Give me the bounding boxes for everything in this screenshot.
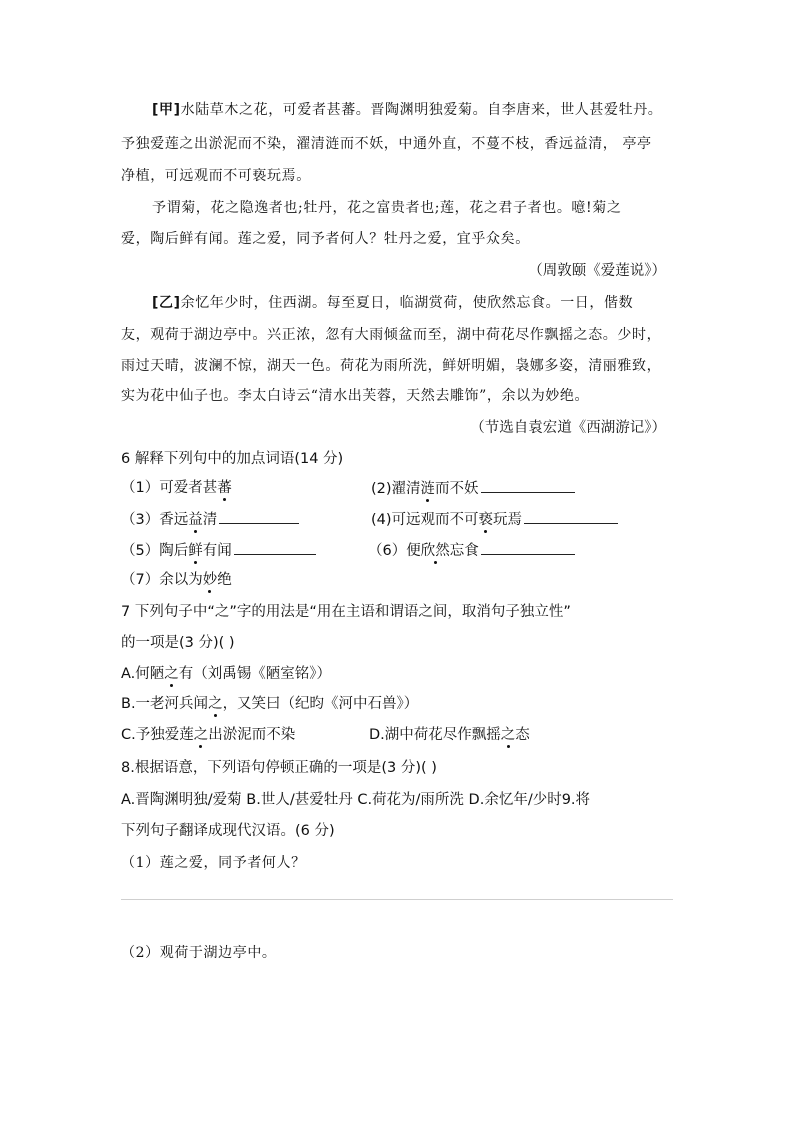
passage-a-tag: [甲] xyxy=(152,102,181,118)
q6-item-5-text: 陶后 xyxy=(159,543,189,559)
q8-options: A.晋陶渊明独/爱菊 B.世人/甚爱牡丹 C.荷花为/雨所洗 D.余忆年/少时9.将 xyxy=(121,792,591,808)
q6-item-4-text-after: 玩焉 xyxy=(493,512,523,528)
q7-option-b[interactable] xyxy=(121,694,418,714)
q6-item-3-answer-blank[interactable] xyxy=(219,509,299,524)
q6-item-6-answer-blank[interactable] xyxy=(481,540,575,555)
q6-item-5-text-after: 有闻 xyxy=(202,543,232,559)
q6-item-2-answer-blank[interactable] xyxy=(481,478,575,493)
q7-option-a-text-after: 有（刘禹锡《陋室铭》） xyxy=(178,666,332,682)
q7-option-c[interactable] xyxy=(121,725,295,745)
q6-item-5-answer-blank[interactable] xyxy=(234,540,316,555)
passage-a-line-4: 予谓菊，花之隐逸者也;牡丹，花之富贵者也;莲，花之君子者也。噫!菊之 xyxy=(152,200,622,216)
q6-item-7-text-after: 绝 xyxy=(217,572,232,588)
q6-item-2-num: (2) xyxy=(371,481,392,497)
q6-item-2-text: 濯清 xyxy=(391,481,421,497)
q6-item-2-text-after: 而不妖 xyxy=(435,481,479,497)
q6-item-4-answer-blank[interactable] xyxy=(524,509,618,524)
q6-item-7 xyxy=(121,570,232,590)
q6-title: 6 解释下列句中的加点词语(14 分) xyxy=(121,451,344,467)
q6-item-3-dotted: 益 xyxy=(188,512,203,528)
q6-item-3-text: 香远 xyxy=(159,512,189,528)
q6-item-4-dotted: 亵 xyxy=(478,512,494,528)
passage-b-line-2: 友，观荷于湖边亭中。兴正浓，忽有大雨倾盆而至，湖中荷花尽作飘摇之态。少时， xyxy=(121,327,662,343)
q9-sentence-1-text: 莲之爱，同予者何人？ xyxy=(159,855,306,871)
passage-a-line-3: 净植，可远观而不可亵玩焉。 xyxy=(121,168,311,184)
q8-stem: 8.根据语意，下列语句停顿正确的一项是(3 分)( ) xyxy=(121,760,437,776)
answer-line[interactable] xyxy=(121,899,673,900)
q9-sentence-2 xyxy=(121,943,277,963)
passage-b-tag: [乙] xyxy=(152,295,181,311)
q7-stem-line-1: 7 下列句子中“之”字的用法是“用在主语和谓语之间，取消句子独立性” xyxy=(121,604,571,620)
q7-option-c-text-after: 出淤泥而不染 xyxy=(208,727,296,743)
q6-item-2 xyxy=(371,478,575,499)
q6-item-7-dotted: 妙 xyxy=(202,572,218,588)
q6-item-6-text-after: 忘食 xyxy=(449,543,479,559)
q6-item-7-num: （7） xyxy=(121,572,160,588)
q9-sentence-2-num: （2） xyxy=(121,945,160,961)
passage-a-line-1 xyxy=(152,100,662,120)
passage-a-text-1: 水陆草木之花，可爱者甚蕃。晋陶渊明独爱菊。自李唐来，世人甚爱牡丹。 xyxy=(180,102,663,118)
q6-item-6 xyxy=(368,540,575,561)
q6-item-2-dotted: 涟 xyxy=(420,481,436,497)
q6-item-5-dotted: 鲜 xyxy=(188,543,203,559)
q9-stem: 下列句子翻译成现代汉语。(6 分) xyxy=(121,823,335,839)
q7-stem-line-2: 的一项是(3 分)( ) xyxy=(121,635,235,651)
q7-option-d-text-after: 态 xyxy=(515,727,530,743)
passage-a-line-5: 爱，陶后鲜有闻。莲之爱，同予者何人？牡丹之爱，宜乎众矣。 xyxy=(121,231,530,247)
q7-option-d-text: D.湖中荷花尽作飘摇 xyxy=(369,727,501,743)
q7-option-a[interactable] xyxy=(121,664,331,684)
q6-item-5-num: （5） xyxy=(121,543,160,559)
q7-option-d-dotted: 之 xyxy=(500,727,516,743)
q7-option-b-text: B.一老河兵闻 xyxy=(121,696,209,712)
passage-a-source: （周敦颐《爱莲说》） xyxy=(528,263,666,279)
passage-b-text-1: 余忆年少时，住西湖。每至夏日，临湖赏荷，使欣然忘食。一日，偕数 xyxy=(180,295,634,311)
q7-option-d[interactable] xyxy=(369,725,530,745)
q6-item-1 xyxy=(121,478,232,498)
passage-b-line-3: 雨过天晴，波澜不惊，湖天一色。荷花为雨所洗，鲜妍明媚，袅娜多姿，清丽雅致， xyxy=(121,358,662,374)
q7-option-b-text-after: ，又笑曰（纪昀《河中石兽》） xyxy=(222,696,419,712)
q9-sentence-1 xyxy=(121,853,306,873)
q6-item-1-num: （1） xyxy=(121,480,160,496)
q6-item-3-num: （3） xyxy=(121,512,160,528)
q7-option-a-text: A.何陋 xyxy=(121,666,165,682)
q6-item-7-text: 余以为 xyxy=(159,572,203,588)
passage-b-source: （节选自袁宏道《西湖游记》） xyxy=(470,420,666,436)
q6-item-4-num: (4) xyxy=(371,512,392,528)
q6-item-4 xyxy=(371,509,618,530)
q6-item-6-num: （6） xyxy=(368,543,407,559)
q7-option-b-dotted: 之 xyxy=(208,696,223,712)
passage-b-line-1 xyxy=(152,293,633,313)
q6-item-1-dotted: 蕃 xyxy=(217,480,232,496)
q6-item-6-dotted: 欣然 xyxy=(420,543,450,559)
q7-option-c-text: C.予独爱莲 xyxy=(121,727,194,743)
q7-option-a-dotted: 之 xyxy=(164,666,179,682)
q9-sentence-2-text: 观荷于湖边亭中。 xyxy=(159,945,277,961)
passage-b-line-4: 实为花中仙子也。李太白诗云“清水出芙蓉，天然去雕饰”，余以为妙绝。 xyxy=(121,388,590,404)
q6-item-6-text: 便 xyxy=(406,543,421,559)
q6-item-1-text: 可爱者甚 xyxy=(159,480,218,496)
q6-item-4-text: 可远观而不可 xyxy=(391,512,479,528)
q6-item-3 xyxy=(121,509,299,530)
q6-item-3-text-after: 清 xyxy=(202,512,218,528)
q6-item-5 xyxy=(121,540,316,561)
q9-sentence-1-num: （1） xyxy=(121,855,160,871)
q7-option-c-dotted: 之 xyxy=(193,727,209,743)
passage-a-line-2: 予独爱莲之出淤泥而不染，濯清涟而不妖，中通外直，不蔓不枝，香远益清， 亭亭 xyxy=(121,136,652,152)
